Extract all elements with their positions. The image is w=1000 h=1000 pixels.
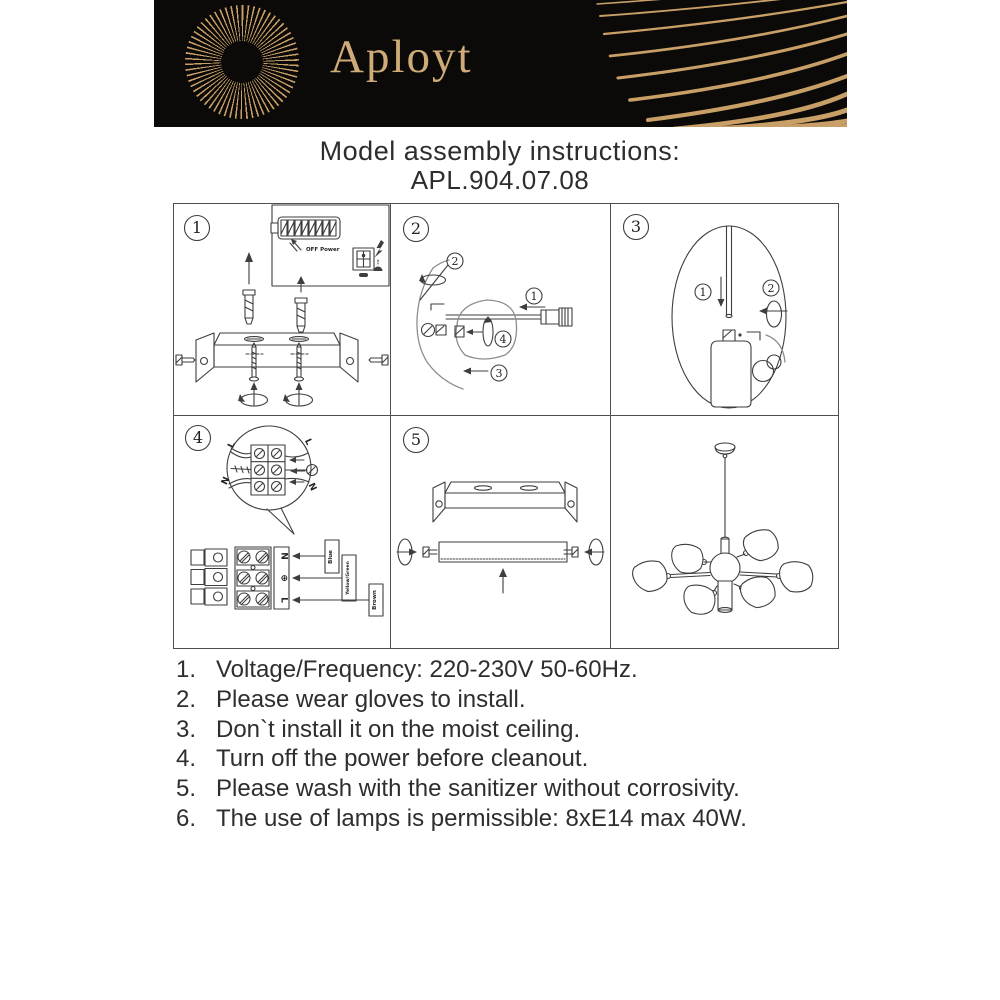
sunburst-core: [221, 41, 263, 83]
step-3-arrow: [463, 365, 507, 381]
svg-text:1: 1: [699, 286, 707, 299]
list-item: [176, 655, 747, 685]
terminal-l-label: L: [278, 597, 289, 603]
item-text: Voltage/Frequency: 220-230V 50-60Hz.: [216, 656, 638, 683]
callout-l-right: L: [302, 437, 314, 447]
lamp-body: [711, 330, 785, 407]
brand-name: Aployt: [330, 31, 473, 83]
side-screw-left-icon: [176, 355, 195, 365]
panel-4-diagram: [174, 416, 390, 648]
panel-5-diagram: [391, 416, 610, 648]
item-text: The use of lamps is permissible: 8xE14 max 40W.: [216, 804, 747, 832]
wire-brown-label: Brown: [372, 590, 378, 610]
panel-1: [174, 204, 391, 416]
svg-text:1: 1: [530, 290, 538, 303]
step-1-arrow: [695, 277, 725, 307]
panel-number: 1: [191, 218, 203, 237]
panel-5: [391, 416, 611, 649]
cover-plate: [439, 542, 567, 562]
item-number: 3.: [176, 715, 197, 743]
terminal-blocks: [191, 547, 289, 609]
item-text: Please wear gloves to install.: [216, 685, 526, 713]
item-text: Don`t install it on the moist ceiling.: [216, 715, 581, 743]
panel-2-diagram: [391, 204, 610, 415]
callout-l-left: L: [226, 440, 238, 450]
panel-number: 5: [410, 430, 422, 449]
panel-6: [611, 416, 839, 649]
inset-label: OFF Power: [306, 247, 340, 253]
wall-anchors: [243, 252, 307, 332]
earth-symbol-icon: ⊕: [278, 574, 289, 582]
up-arrow: [499, 568, 507, 593]
svg-text:4: 4: [499, 333, 507, 346]
panel-2: [391, 204, 611, 416]
list-item: [176, 715, 747, 745]
rod-with-socket: [446, 308, 572, 326]
item-text: Turn off the power before cleanout.: [216, 745, 589, 773]
item-number: 4.: [176, 745, 197, 773]
side-screw-right-icon: [369, 355, 388, 365]
panel-number: 2: [410, 219, 422, 238]
lightning-icon: [374, 240, 385, 271]
panel-1-diagram: [174, 204, 390, 415]
instruction-list: [176, 655, 747, 834]
wire-yellow-green-label: Yellow/Green: [346, 561, 351, 595]
panel-number: 3: [630, 217, 642, 236]
item-number: 6.: [176, 804, 197, 832]
step-2-turn-arrow: [419, 253, 463, 300]
brand-banner: [154, 0, 847, 127]
left-screw-turn: [397, 539, 437, 565]
item-number: 1.: [176, 656, 197, 683]
step-4-turn-arrow: [466, 316, 511, 347]
wall-switch-icon: [353, 248, 374, 277]
hand-pointer-icon: [290, 239, 301, 251]
terminal-n-label: N: [278, 552, 289, 560]
glass-shade-outline: [456, 300, 517, 359]
list-item: [176, 804, 747, 834]
diagram-grid: [173, 203, 839, 649]
svg-text:2: 2: [451, 255, 459, 268]
power-off-inset: [271, 205, 389, 286]
list-item: [176, 685, 747, 715]
panel-4: [174, 416, 391, 649]
breaker-row-icon: [281, 220, 336, 236]
chandelier-drawing: [631, 443, 815, 618]
item-text: Please wash with the sanitizer without corrosivity.: [216, 775, 740, 803]
step-1-arrow: [519, 288, 545, 311]
panel-6-finished-lamp: [611, 416, 838, 648]
mounting-bracket: [433, 482, 577, 522]
wire-labels: [292, 540, 383, 616]
svg-text:3: 3: [495, 367, 503, 380]
page-title: Model assembly instructions:: [319, 136, 681, 166]
screws-and-turn-arrows: [238, 343, 313, 406]
wire-blue-label: Blue: [328, 550, 334, 564]
right-screw-turn: [564, 539, 604, 565]
list-item: [176, 744, 747, 774]
panel-3: [611, 204, 839, 416]
panel-number: 4: [192, 428, 204, 447]
rays-decoration-icon: [547, 0, 847, 127]
callout-n-right: N: [305, 481, 318, 493]
item-number: 2.: [176, 685, 197, 713]
model-number: APL.904.07.08: [410, 165, 590, 195]
hanging-rod: [726, 226, 732, 318]
wiring-callout: [220, 426, 318, 534]
callout-n-left: N: [220, 475, 233, 487]
panel-3-diagram: [611, 204, 838, 415]
mounting-bracket: [196, 333, 358, 382]
item-number: 5.: [176, 775, 197, 803]
list-item: [176, 774, 747, 804]
canopy-socket: [422, 304, 447, 337]
svg-text:2: 2: [767, 282, 775, 295]
